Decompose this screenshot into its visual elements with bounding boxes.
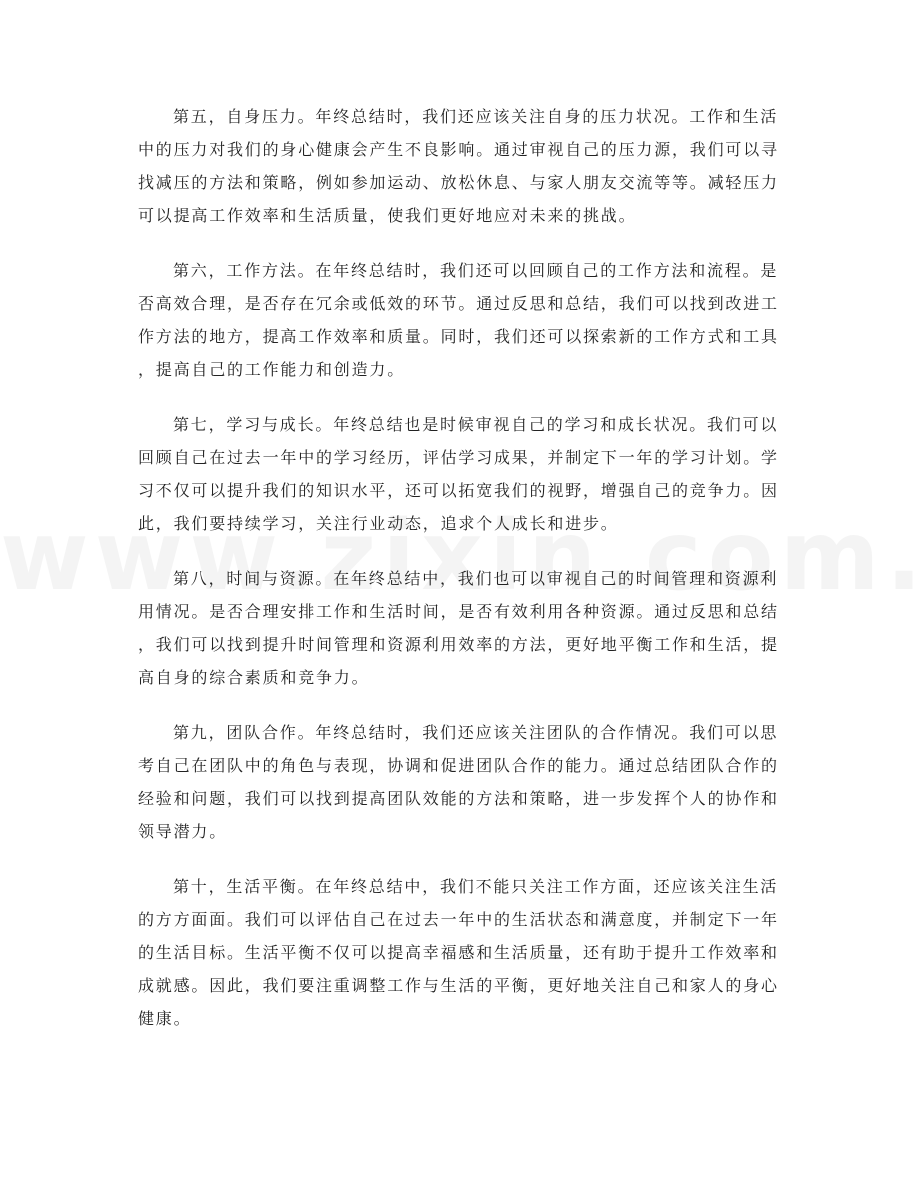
text-line: 第八，时间与资源。在年终总结中，我们也可以审视自己的时间管理和资源利 (173, 569, 779, 588)
text-line: 回顾自己在过去一年中的学习经历，评估学习成果，并制定下一年的学习计划。学 (138, 448, 779, 467)
text-line: 第九，团队合作。年终总结时，我们还应该关注团队的合作情况。我们可以思 (173, 723, 779, 742)
text-line: 找减压的方法和策略，例如参加运动、放松休息、与家人朋友交流等等。减轻压力 (138, 173, 779, 192)
paragraph-work-method (138, 254, 788, 386)
text-line: ，我们可以找到提升时间管理和资源利用效率的方法，更好地平衡工作和生活，提 (138, 635, 779, 654)
text-line: 第十，生活平衡。在年终总结中，我们不能只关注工作方面，还应该关注生活 (173, 877, 779, 896)
paragraph-stress (138, 100, 788, 232)
text-line: 此，我们要持续学习，关注行业动态，追求个人成长和进步。 (138, 514, 619, 533)
text-line: 作方法的地方，提高工作效率和质量。同时，我们还可以探索新的工作方式和工具 (138, 327, 779, 346)
paragraph-learning (138, 408, 788, 540)
text-line: ，提高自己的工作能力和创造力。 (138, 360, 406, 379)
text-line: 健康。 (138, 1009, 192, 1028)
text-line: 高自身的综合素质和竞争力。 (138, 668, 370, 687)
text-line: 的方方面面。我们可以评估自己在过去一年中的生活状态和满意度，并制定下一年 (138, 910, 779, 929)
text-line: 的生活目标。生活平衡不仅可以提高幸福感和生活质量，还有助于提升工作效率和 (138, 943, 779, 962)
text-line: 第五，自身压力。年终总结时，我们还应该关注自身的压力状况。工作和生活 (173, 107, 779, 126)
text-line: 用情况。是否合理安排工作和生活时间，是否有效利用各种资源。通过反思和总结 (138, 602, 779, 621)
paragraph-time-resources (138, 562, 788, 694)
paragraph-life-balance (138, 870, 788, 1035)
paragraph-teamwork (138, 716, 788, 848)
text-line: 否高效合理，是否存在冗余或低效的环节。通过反思和总结，我们可以找到改进工 (138, 294, 779, 313)
text-line: 考自己在团队中的角色与表现，协调和促进团队合作的能力。通过总结团队合作的 (138, 756, 779, 775)
text-line: 经验和问题，我们可以找到提高团队效能的方法和策略，进一步发挥个人的协作和 (138, 789, 779, 808)
text-line: 习不仅可以提升我们的知识水平，还可以拓宽我们的视野，增强自己的竞争力。因 (138, 481, 779, 500)
text-line: 可以提高工作效率和生活质量，使我们更好地应对未来的挑战。 (138, 206, 637, 225)
text-line: 领导潜力。 (138, 822, 228, 841)
text-line: 第六，工作方法。在年终总结时，我们还可以回顾自己的工作方法和流程。是 (173, 261, 779, 280)
text-line: 成就感。因此，我们要注重调整工作与生活的平衡，更好地关注自己和家人的身心 (138, 976, 779, 995)
document-page (138, 100, 788, 1057)
text-line: 第七，学习与成长。年终总结也是时候审视自己的学习和成长状况。我们可以 (173, 415, 779, 434)
text-line: 中的压力对我们的身心健康会产生不良影响。通过审视自己的压力源，我们可以寻 (138, 140, 779, 159)
